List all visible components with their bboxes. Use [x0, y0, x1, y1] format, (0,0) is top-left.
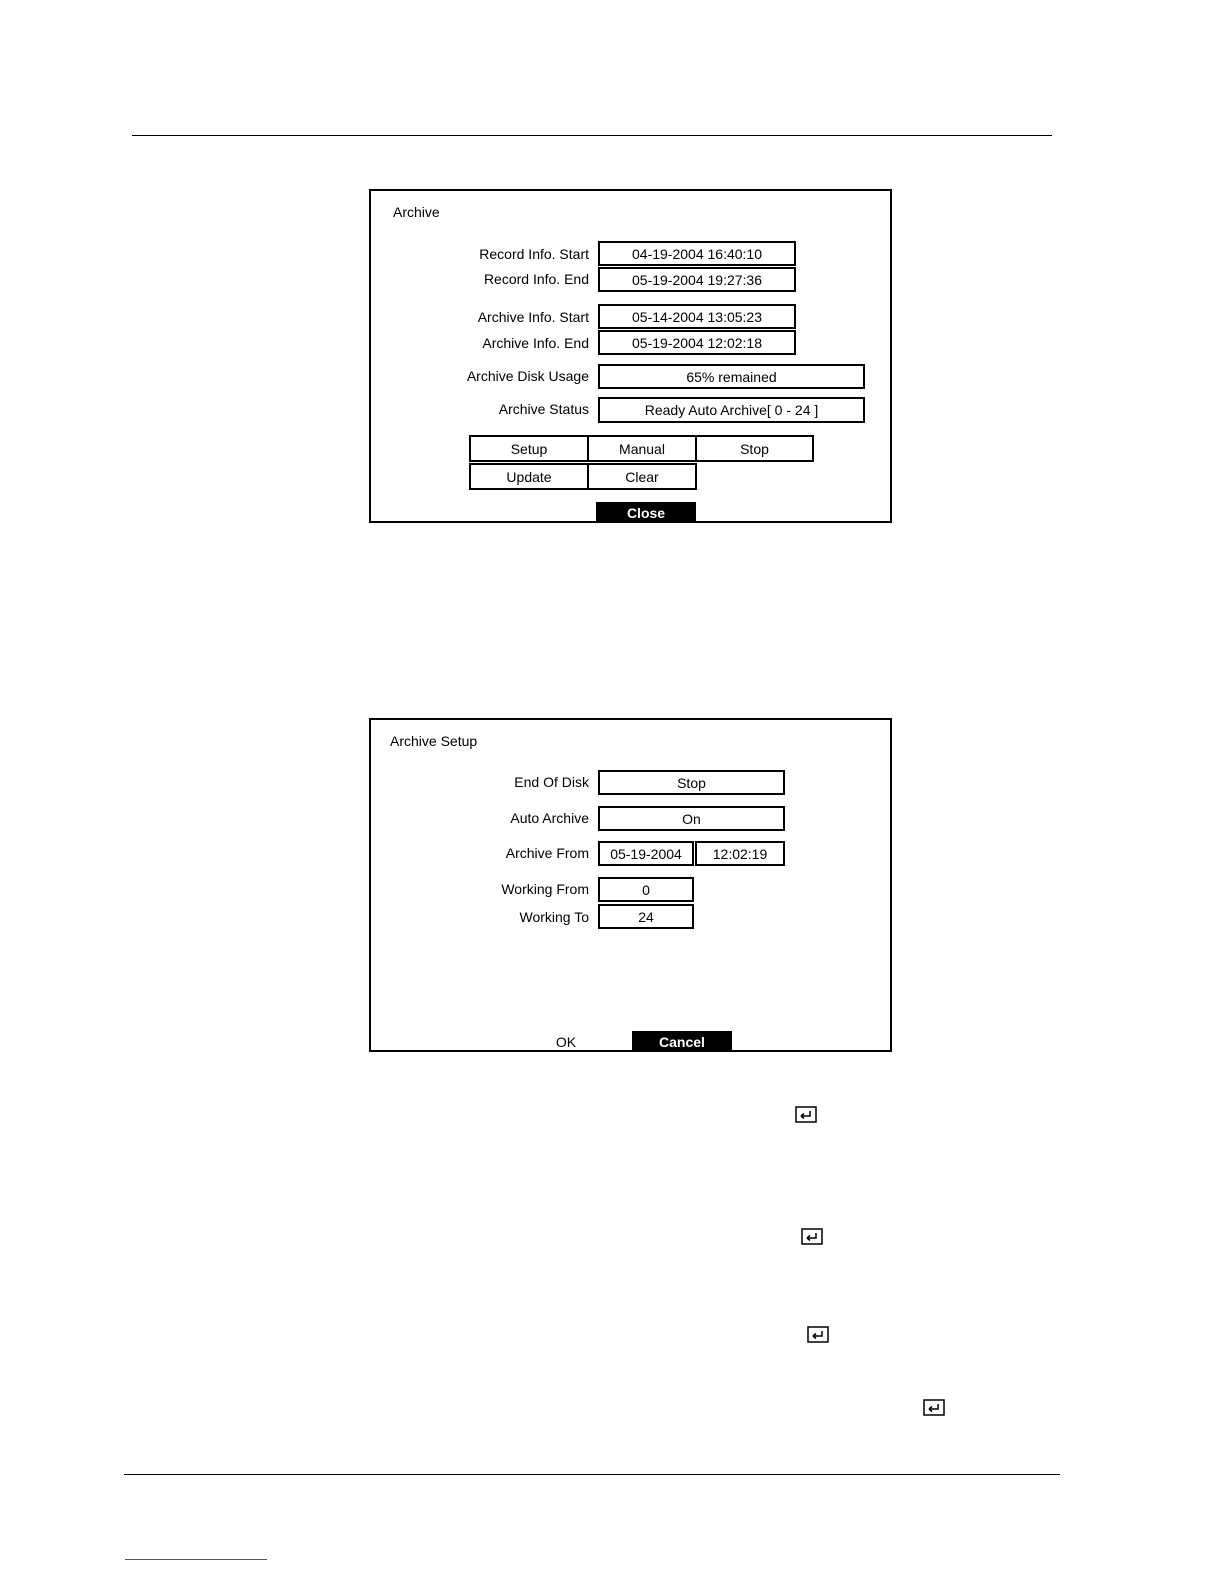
archive-title: Archive	[393, 204, 440, 220]
manual-button[interactable]: Manual	[587, 435, 697, 462]
close-button[interactable]: Close	[596, 502, 696, 523]
archive-end-field[interactable]: 05-19-2004 12:02:18	[598, 330, 796, 355]
record-end-field[interactable]: 05-19-2004 19:27:36	[598, 267, 796, 292]
enter-key-icon	[807, 1326, 829, 1343]
archive-from-date-field[interactable]: 05-19-2004	[598, 841, 694, 866]
auto-archive-field[interactable]: On	[598, 806, 785, 831]
footer-rule	[124, 1474, 1060, 1475]
enter-key-icon	[795, 1106, 817, 1123]
archive-end-label: Archive Info. End	[482, 335, 589, 351]
setup-button[interactable]: Setup	[469, 435, 589, 462]
archive-start-label: Archive Info. Start	[477, 309, 589, 325]
archive-status-label: Archive Status	[498, 401, 589, 417]
auto-archive-label: Auto Archive	[510, 810, 589, 826]
end-of-disk-label: End Of Disk	[514, 774, 589, 790]
clear-button[interactable]: Clear	[587, 463, 697, 490]
cancel-button[interactable]: Cancel	[632, 1031, 732, 1052]
ok-button[interactable]: OK	[555, 1034, 577, 1050]
footer-link-underline	[125, 1559, 267, 1560]
update-button[interactable]: Update	[469, 463, 589, 490]
disk-usage-field[interactable]: 65% remained	[598, 364, 865, 389]
archive-setup-dialog	[369, 718, 892, 1052]
record-end-label: Record Info. End	[483, 271, 589, 287]
disk-usage-label: Archive Disk Usage	[466, 368, 589, 384]
archive-from-label: Archive From	[505, 845, 589, 861]
record-start-field[interactable]: 04-19-2004 16:40:10	[598, 241, 796, 266]
stop-button[interactable]: Stop	[695, 435, 814, 462]
working-to-field[interactable]: 24	[598, 904, 694, 929]
record-start-label: Record Info. Start	[479, 246, 589, 262]
archive-start-field[interactable]: 05-14-2004 13:05:23	[598, 304, 796, 329]
header-rule	[132, 135, 1052, 136]
working-to-label: Working To	[519, 909, 589, 925]
archive-setup-title: Archive Setup	[390, 733, 478, 749]
working-from-label: Working From	[501, 881, 589, 897]
working-from-field[interactable]: 0	[598, 877, 694, 902]
archive-from-time-field[interactable]: 12:02:19	[695, 841, 785, 866]
archive-dialog	[369, 189, 892, 523]
archive-status-field[interactable]: Ready Auto Archive[ 0 - 24 ]	[598, 397, 865, 423]
end-of-disk-field[interactable]: Stop	[598, 770, 785, 795]
enter-key-icon	[923, 1399, 945, 1416]
enter-key-icon	[801, 1228, 823, 1245]
